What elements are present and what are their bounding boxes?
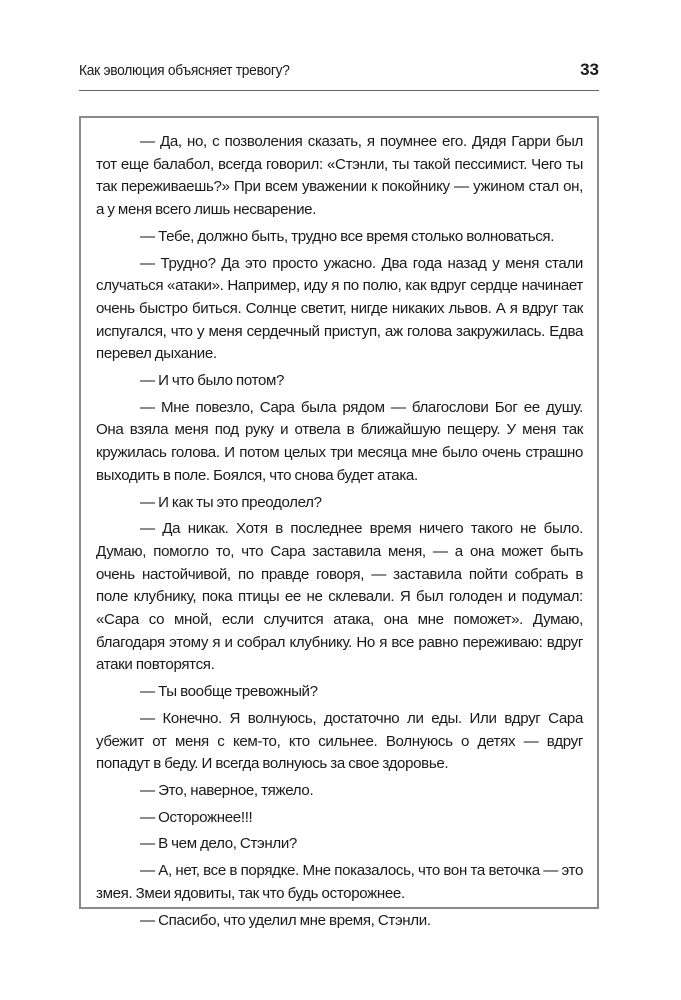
dialogue-line: — Мне повезло, Сара была рядом — благослови Бог ее душу. Она взяла меня под руку и отвела в ближайшую пещеру. У меня так кружилась голова. И потом целых три месяца мне было очень страшно выходить в поле. Боялся, что снова будет атака. bbox=[96, 398, 583, 484]
running-header bbox=[79, 60, 599, 82]
dialogue-line: — Конечно. Я волнуюсь, достаточно ли еды. Или вдруг Сара убежит от меня с кем-то, кто сильнее. Волнуюсь о детях — вдруг попадут в беду. И всегда волнуюсь за свое здоровье. bbox=[96, 709, 583, 773]
dialogue-line: — Да, но, с позволения сказать, я поумнее его. Дядя Гарри был тот еще балабол, всегда говорил: «Стэнли, ты такой пессимист. Чего ты так переживаешь?» При всем уважении к покойнику — ужином стал он, а у меня всего лишь несварение. bbox=[96, 133, 583, 219]
dialogue-line: — В чем дело, Стэнли? bbox=[140, 835, 297, 853]
dialogue-line: — Осторожнее!!! bbox=[140, 808, 253, 826]
dialogue-line: — Спасибо, что уделил мне время, Стэнли. bbox=[140, 911, 431, 929]
dialogue-box bbox=[79, 116, 599, 929]
dialogue-line: — Тебе, должно быть, трудно все время столько волноваться. bbox=[140, 227, 555, 245]
running-title: Как эволюция объясняет тревогу? bbox=[79, 62, 290, 79]
dialogue-line: — Ты вообще тревожный? bbox=[140, 683, 318, 701]
dialogue-line: — И как ты это преодолел? bbox=[140, 493, 322, 511]
dialogue-line: — Это, наверное, тяжело. bbox=[140, 781, 314, 799]
dialogue-line: — Трудно? Да это просто ужасно. Два года назад у меня стали случаться «атаки». Например, иду я по полю, как вдруг сердце начинает очень быстро биться. Солнце светит, нигде никаких львов. А я вдруг так испугался, что у меня сердечный приступ, аж голова закружилась. Едва перевел дыхание. bbox=[96, 254, 583, 363]
dialogue-line: — А, нет, все в порядке. Мне показалось, что вон та веточка — это змея. Змеи ядовиты, так что будь осторожнее. bbox=[96, 862, 583, 902]
dialogue-line: — Да никак. Хотя в последнее время ничего такого не было. Думаю, помогло то, что Сара заставила меня, — а она может быть очень настойчивой, по правде говоря, — заставила пойти собрать в поле клубнику, пока птицы ее не склевали. Я был голоден и подумал: «Сара со мной, если случится атака, она мне поможет». Думаю, благодаря этому я и собрал клубнику. Но я все равно переживаю: вдруг атаки повторятся. bbox=[96, 520, 583, 674]
header-rule bbox=[79, 90, 599, 91]
dialogue-line: — И что было потом? bbox=[140, 372, 285, 390]
page-number: 33 bbox=[580, 60, 599, 79]
